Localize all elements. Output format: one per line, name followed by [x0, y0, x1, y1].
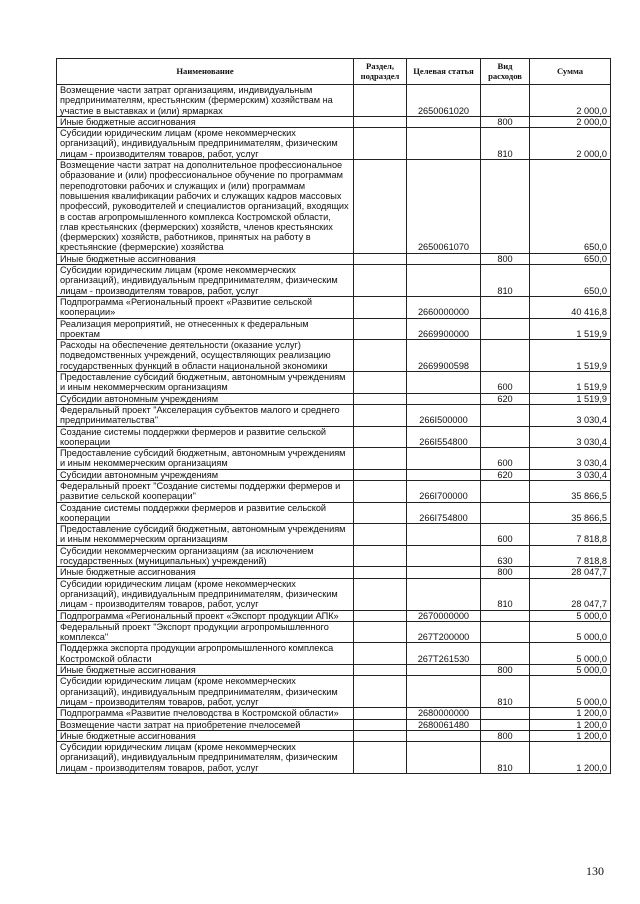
- cell-name: Возмещение части затрат организациям, индивидуальным предпринимателям, крестьянским (фермерским) хозяйствам на участие в выставках и (или) ярмарках: [57, 85, 354, 117]
- cell-summa: 1 200,0: [530, 719, 611, 730]
- header-name: Наименование: [57, 59, 354, 85]
- cell-celevaya: [407, 578, 481, 610]
- table-row: [57, 318, 611, 340]
- cell-celevaya: [407, 393, 481, 404]
- table-row: [57, 643, 611, 665]
- cell-vid: 810: [481, 128, 530, 160]
- table-row: [57, 393, 611, 404]
- cell-razdel: [354, 318, 407, 340]
- cell-vid: 810: [481, 578, 530, 610]
- cell-vid: 810: [481, 676, 530, 708]
- cell-razdel: [354, 730, 407, 741]
- cell-vid: [481, 426, 530, 448]
- cell-name: Иные бюджетные ассигнования: [57, 730, 354, 741]
- cell-razdel: [354, 265, 407, 297]
- cell-razdel: [354, 578, 407, 610]
- cell-celevaya: 266I754800: [407, 502, 481, 524]
- cell-razdel: [354, 480, 407, 502]
- cell-celevaya: [407, 676, 481, 708]
- cell-name: Федеральный проект "Акселерация субъектов малого и среднего предпринимательства": [57, 404, 354, 426]
- table-row: [57, 340, 611, 372]
- cell-name: Иные бюджетные ассигнования: [57, 116, 354, 127]
- cell-celevaya: 2680061480: [407, 719, 481, 730]
- cell-vid: 600: [481, 372, 530, 394]
- cell-name: Иные бюджетные ассигнования: [57, 665, 354, 676]
- cell-razdel: [354, 426, 407, 448]
- cell-celevaya: [407, 265, 481, 297]
- table-row: [57, 372, 611, 394]
- cell-celevaya: [407, 253, 481, 264]
- cell-name: Федеральный проект "Экспорт продукции агропромышленного комплекса": [57, 621, 354, 643]
- cell-vid: 810: [481, 265, 530, 297]
- table-row: [57, 730, 611, 741]
- cell-razdel: [354, 404, 407, 426]
- cell-name: Субсидии юридическим лицам (кроме некоммерческих организаций), индивидуальным предпринимателям, физическим лицам - производителям товаров, работ, услуг: [57, 742, 354, 774]
- cell-name: Возмещение части затрат на приобретение пчелосемей: [57, 719, 354, 730]
- cell-vid: [481, 719, 530, 730]
- cell-name: Создание системы поддержки фермеров и развитие сельской кооперации: [57, 426, 354, 448]
- cell-summa: 3 030,4: [530, 404, 611, 426]
- table-row: [57, 253, 611, 264]
- cell-name: Поддержка экспорта продукции агропромышленного комплекса Костромской области: [57, 643, 354, 665]
- cell-summa: 1 200,0: [530, 708, 611, 719]
- cell-name: Предоставление субсидий бюджетным, автономным учреждениям и иным некоммерческим организациям: [57, 524, 354, 546]
- cell-celevaya: 267T200000: [407, 621, 481, 643]
- cell-celevaya: [407, 742, 481, 774]
- cell-vid: 800: [481, 665, 530, 676]
- cell-razdel: [354, 372, 407, 394]
- cell-celevaya: [407, 730, 481, 741]
- table-row: [57, 708, 611, 719]
- cell-razdel: [354, 524, 407, 546]
- cell-vid: [481, 610, 530, 621]
- cell-celevaya: 266I500000: [407, 404, 481, 426]
- cell-celevaya: 266I700000: [407, 480, 481, 502]
- cell-name: Федеральный проект "Создание системы поддержки фермеров и развитие сельской кооперации": [57, 480, 354, 502]
- cell-celevaya: [407, 372, 481, 394]
- cell-summa: 3 030,4: [530, 469, 611, 480]
- cell-summa: 1 519,9: [530, 372, 611, 394]
- cell-name: Субсидии некоммерческим организациям (за исключением государственных (муниципальных) учреждений): [57, 545, 354, 567]
- cell-summa: 2 000,0: [530, 85, 611, 117]
- cell-summa: 35 866,5: [530, 480, 611, 502]
- cell-vid: 620: [481, 469, 530, 480]
- cell-summa: 5 000,0: [530, 621, 611, 643]
- table-row: [57, 719, 611, 730]
- table-row: [57, 128, 611, 160]
- cell-razdel: [354, 502, 407, 524]
- cell-name: Создание системы поддержки фермеров и развитие сельской кооперации: [57, 502, 354, 524]
- cell-razdel: [354, 128, 407, 160]
- cell-summa: 1 519,9: [530, 393, 611, 404]
- cell-celevaya: [407, 128, 481, 160]
- table-row: [57, 545, 611, 567]
- budget-table: [56, 58, 611, 774]
- cell-summa: 3 030,4: [530, 426, 611, 448]
- cell-vid: [481, 296, 530, 318]
- cell-name: Иные бюджетные ассигнования: [57, 253, 354, 264]
- table-row: [57, 160, 611, 254]
- table-row: [57, 567, 611, 578]
- cell-name: Подпрограмма «Региональный проект «Экспорт продукции АПК»: [57, 610, 354, 621]
- cell-summa: 650,0: [530, 160, 611, 254]
- cell-summa: 1 519,9: [530, 318, 611, 340]
- table-row: [57, 502, 611, 524]
- cell-razdel: [354, 676, 407, 708]
- cell-summa: 28 047,7: [530, 578, 611, 610]
- cell-vid: [481, 340, 530, 372]
- cell-name: Субсидии юридическим лицам (кроме некоммерческих организаций), индивидуальным предпринимателям, физическим лицам - производителям товаров, работ, услуг: [57, 676, 354, 708]
- cell-razdel: [354, 545, 407, 567]
- cell-vid: [481, 708, 530, 719]
- table-row: [57, 742, 611, 774]
- cell-summa: 5 000,0: [530, 610, 611, 621]
- cell-summa: 5 000,0: [530, 643, 611, 665]
- table-row: [57, 524, 611, 546]
- cell-razdel: [354, 665, 407, 676]
- page-number: 130: [586, 864, 604, 878]
- cell-summa: 7 818,8: [530, 545, 611, 567]
- cell-summa: 5 000,0: [530, 676, 611, 708]
- cell-vid: 600: [481, 448, 530, 470]
- table-row: [57, 610, 611, 621]
- cell-summa: 35 866,5: [530, 502, 611, 524]
- cell-celevaya: 267T261530: [407, 643, 481, 665]
- cell-razdel: [354, 160, 407, 254]
- cell-celevaya: 2669900598: [407, 340, 481, 372]
- cell-name: Предоставление субсидий бюджетным, автономным учреждениям и иным некоммерческим организациям: [57, 448, 354, 470]
- cell-name: Расходы на обеспечение деятельности (оказание услуг) подведомственных учреждений, осуществляющих реализацию государственных функций в области национальной экономики: [57, 340, 354, 372]
- cell-razdel: [354, 253, 407, 264]
- cell-vid: 620: [481, 393, 530, 404]
- cell-summa: 1 519,9: [530, 340, 611, 372]
- cell-celevaya: [407, 545, 481, 567]
- header-summa: Сумма: [530, 59, 611, 85]
- cell-vid: [481, 85, 530, 117]
- cell-name: Субсидии автономным учреждениям: [57, 393, 354, 404]
- cell-razdel: [354, 610, 407, 621]
- cell-celevaya: [407, 524, 481, 546]
- cell-razdel: [354, 448, 407, 470]
- cell-celevaya: 2670000000: [407, 610, 481, 621]
- table-row: [57, 469, 611, 480]
- table-row: [57, 426, 611, 448]
- cell-summa: 7 818,8: [530, 524, 611, 546]
- cell-razdel: [354, 742, 407, 774]
- cell-razdel: [354, 85, 407, 117]
- table-row: [57, 265, 611, 297]
- cell-celevaya: [407, 469, 481, 480]
- cell-summa: 5 000,0: [530, 665, 611, 676]
- cell-summa: 1 200,0: [530, 742, 611, 774]
- cell-name: Иные бюджетные ассигнования: [57, 567, 354, 578]
- cell-vid: 800: [481, 730, 530, 741]
- cell-name: Субсидии юридическим лицам (кроме некоммерческих организаций), индивидуальным предпринимателям, физическим лицам - производителям товаров, работ, услуг: [57, 578, 354, 610]
- table-row: [57, 448, 611, 470]
- cell-celevaya: 2650061070: [407, 160, 481, 254]
- cell-name: Субсидии автономным учреждениям: [57, 469, 354, 480]
- table-row: [57, 578, 611, 610]
- cell-summa: 2 000,0: [530, 128, 611, 160]
- cell-name: Возмещение части затрат на дополнительное профессиональное образование и (или) профессиональное обучение по программам переподготовки рабочих и служащих и (или) программам повышения квалификации рабочих и служащих кадров массовых профессий, руководителей и специалистов организаций, входящих в состав агропромышленного комплекса Костромской области, глав крестьянских (фермерских) хозяйств, членов крестьянских (фермерских) хозяйств, работников, принятых на работу в крестьянские (фермерские) хозяйства: [57, 160, 354, 254]
- cell-vid: [481, 318, 530, 340]
- cell-razdel: [354, 116, 407, 127]
- cell-summa: 1 200,0: [530, 730, 611, 741]
- cell-razdel: [354, 719, 407, 730]
- cell-vid: [481, 404, 530, 426]
- cell-vid: [481, 160, 530, 254]
- cell-razdel: [354, 340, 407, 372]
- cell-vid: 800: [481, 253, 530, 264]
- cell-celevaya: [407, 665, 481, 676]
- table-row: [57, 404, 611, 426]
- cell-razdel: [354, 469, 407, 480]
- cell-name: Предоставление субсидий бюджетным, автономным учреждениям и иным некоммерческим организациям: [57, 372, 354, 394]
- table-header-row: [57, 59, 611, 85]
- cell-celevaya: 2650061020: [407, 85, 481, 117]
- cell-vid: [481, 502, 530, 524]
- cell-razdel: [354, 567, 407, 578]
- table-row: [57, 676, 611, 708]
- cell-name: Подпрограмма «Региональный проект «Развитие сельской кооперации»: [57, 296, 354, 318]
- cell-celevaya: [407, 567, 481, 578]
- cell-name: Подпрограмма «Развитие пчеловодства в Костромской области»: [57, 708, 354, 719]
- cell-celevaya: 266I554800: [407, 426, 481, 448]
- cell-summa: 650,0: [530, 265, 611, 297]
- cell-summa: 40 416,8: [530, 296, 611, 318]
- cell-vid: [481, 643, 530, 665]
- cell-summa: 2 000,0: [530, 116, 611, 127]
- cell-vid: [481, 621, 530, 643]
- table-body: [57, 85, 611, 774]
- cell-vid: 810: [481, 742, 530, 774]
- table-row: [57, 296, 611, 318]
- cell-razdel: [354, 393, 407, 404]
- cell-name: Субсидии юридическим лицам (кроме некоммерческих организаций), индивидуальным предпринимателям, физическим лицам - производителям товаров, работ, услуг: [57, 265, 354, 297]
- cell-name: Субсидии юридическим лицам (кроме некоммерческих организаций), индивидуальным предпринимателям, физическим лицам - производителям товаров, работ, услуг: [57, 128, 354, 160]
- header-celevaya: Целевая статья: [407, 59, 481, 85]
- cell-celevaya: 2669900000: [407, 318, 481, 340]
- cell-vid: 630: [481, 545, 530, 567]
- table-row: [57, 85, 611, 117]
- cell-razdel: [354, 621, 407, 643]
- cell-summa: 3 030,4: [530, 448, 611, 470]
- cell-name: Реализация мероприятий, не отнесенных к федеральным проектам: [57, 318, 354, 340]
- cell-razdel: [354, 643, 407, 665]
- cell-vid: 600: [481, 524, 530, 546]
- table-row: [57, 480, 611, 502]
- cell-summa: 650,0: [530, 253, 611, 264]
- table-row: [57, 665, 611, 676]
- cell-razdel: [354, 296, 407, 318]
- table-row: [57, 621, 611, 643]
- cell-vid: 800: [481, 567, 530, 578]
- cell-vid: [481, 480, 530, 502]
- cell-celevaya: 2680000000: [407, 708, 481, 719]
- cell-celevaya: [407, 448, 481, 470]
- header-razdel: Раздел, подраздел: [354, 59, 407, 85]
- header-vid: Вид расходов: [481, 59, 530, 85]
- cell-razdel: [354, 708, 407, 719]
- cell-celevaya: [407, 116, 481, 127]
- cell-celevaya: 2660000000: [407, 296, 481, 318]
- table-row: [57, 116, 611, 127]
- cell-summa: 28 047,7: [530, 567, 611, 578]
- cell-vid: 800: [481, 116, 530, 127]
